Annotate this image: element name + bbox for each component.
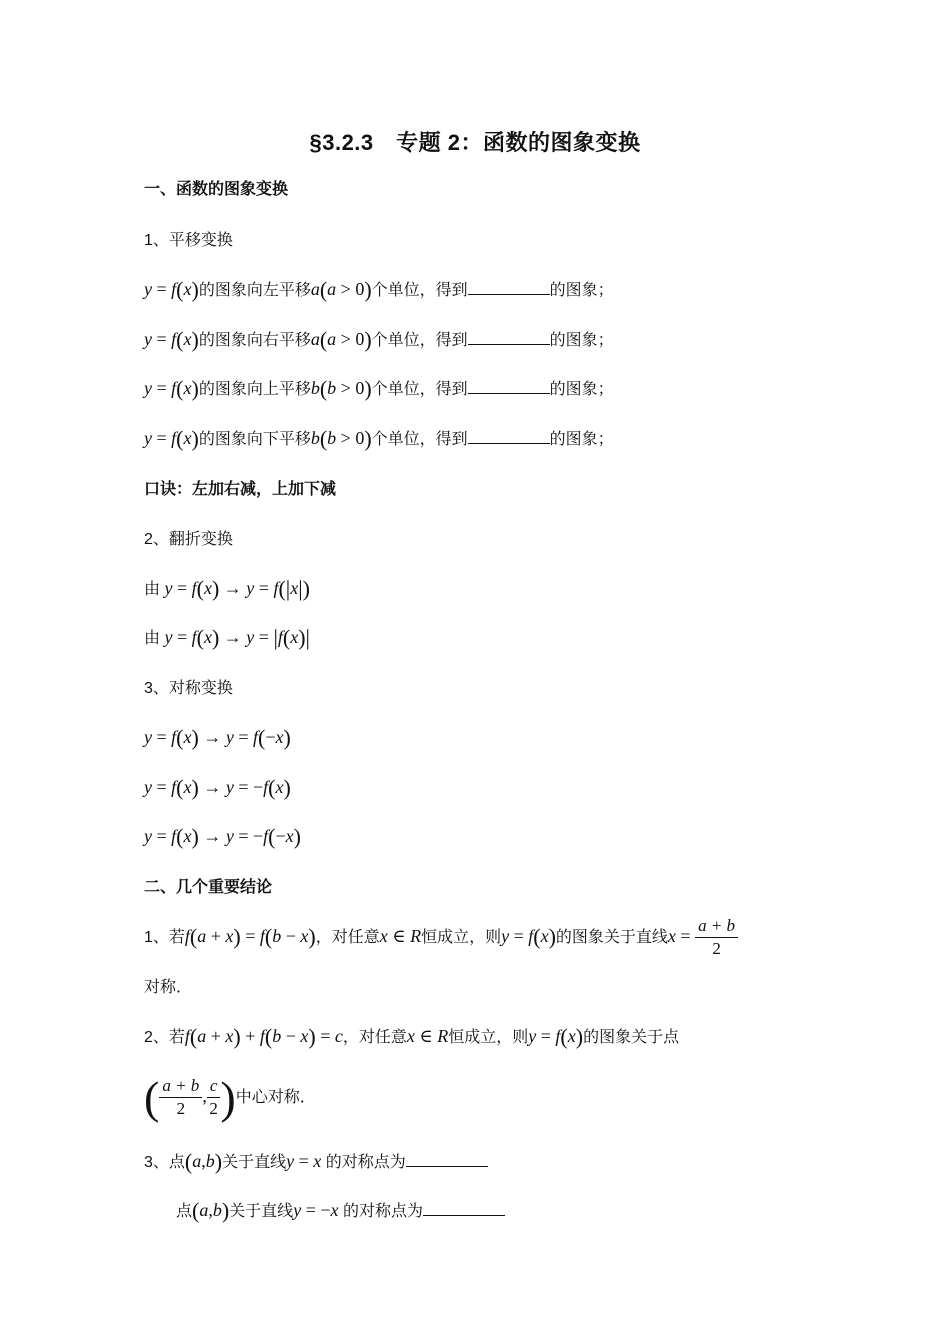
conclusion-1-end: 对称．: [144, 979, 193, 996]
sub-heading-symmetry: 3、对称变换: [144, 680, 233, 697]
section2-heading: 二、几个重要结论: [144, 879, 273, 896]
answer-blank[interactable]: [468, 377, 550, 394]
section1-heading: 一、函数的图象变换: [144, 181, 289, 198]
answer-blank[interactable]: [406, 1150, 488, 1167]
fraction-a-plus-b-over-2: $\frac{a + b}{2}$: [695, 915, 738, 960]
conclusion-2: 2、若f(a + x) + f(b − x) = c，对任意x ∈ R恒成立，则y = f(x)的图象关于点: [144, 1024, 680, 1049]
conclusion-3b: 点(a,b)关于直线y = −x 的对称点为: [176, 1198, 505, 1224]
conclusion-1: 1、若f(a + x) = f(b − x)，对任意x ∈ R恒成立，则y = f(x)的图象关于直线x = $\frac{a + b}{2}$: [144, 914, 738, 960]
shift-line-down: y = f(x)的图象向下平移b(b > 0)个单位，得到 的图象；: [144, 426, 614, 451]
answer-blank[interactable]: [468, 278, 550, 295]
conclusion-3: 3、点(a,b)关于直线y = x 的对称点为: [144, 1149, 488, 1175]
symmetry-line-3: y = f(x) → y = −f(−x): [144, 824, 301, 849]
flip-line-1: 由 y = f(x) → y = f(|x|): [144, 576, 310, 601]
answer-blank[interactable]: [468, 328, 550, 345]
page-title: §3.2.3 专题 2：函数的图象变换: [309, 130, 641, 155]
sub-heading-flip: 2、翻折变换: [144, 531, 233, 548]
shift-line-left: y = f(x)的图象向左平移a(a > 0)个单位，得到 的图象；: [144, 277, 614, 302]
answer-blank[interactable]: [468, 427, 550, 444]
symmetry-line-1: y = f(x) → y = f(−x): [144, 725, 291, 750]
shift-line-right: y = f(x)的图象向右平移a(a > 0)个单位，得到 的图象；: [144, 327, 614, 352]
mnemonic: 口诀：左加右减，上加下减: [144, 481, 337, 498]
flip-line-2: 由 y = f(x) → y = |f(x)|: [144, 625, 310, 650]
sub-heading-translation: 1、平移变换: [144, 232, 233, 249]
conclusion-2-point: ( $\frac{a + b}{2}$ , $\frac{c}{2}$ )中心对称．: [144, 1071, 316, 1123]
symmetry-line-2: y = f(x) → y = −f(x): [144, 775, 291, 800]
shift-line-up: y = f(x)的图象向上平移b(b > 0)个单位，得到 的图象；: [144, 376, 614, 401]
answer-blank[interactable]: [423, 1199, 505, 1216]
